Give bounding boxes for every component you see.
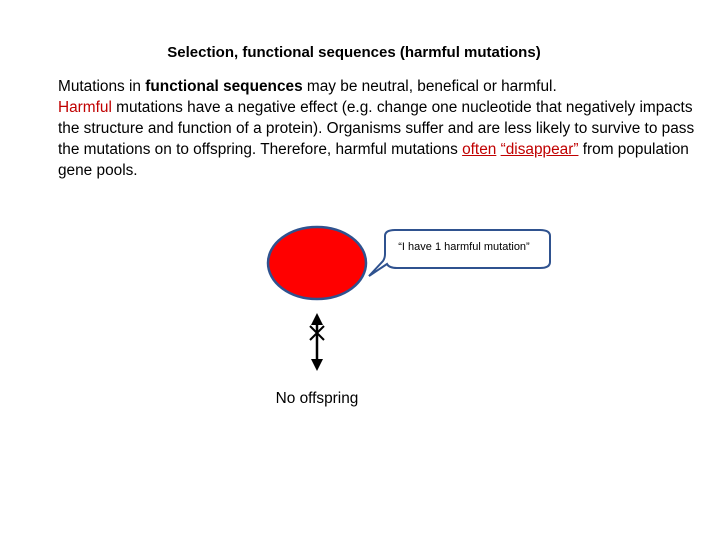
- disappear-term: “disappear”: [500, 141, 579, 158]
- organism-cell: [268, 227, 366, 299]
- speech-bubble: [369, 230, 550, 276]
- text-part: from population gene pools.: [58, 141, 689, 179]
- functional-sequences-term: functional sequences: [145, 78, 303, 95]
- arrow-head-down: [311, 359, 323, 371]
- no-offspring-label: No offspring: [275, 390, 359, 407]
- text-part: Mutations in: [58, 78, 146, 95]
- arrow-head-up: [311, 313, 323, 325]
- text-part: mutations have a negative effect (e.g. change one nucleotide that negatively impacts the structure and function of a protein). Organisms suffer and are less likely to survive to pass the mutations on to offspring. Therefore, harmful mutations: [58, 99, 695, 158]
- often-term: often: [462, 141, 497, 158]
- harmful-term: Harmful: [58, 99, 112, 116]
- slide-title: Selection, functional sequences (harmful mutations): [167, 44, 541, 61]
- speech-bubble-text: “I have 1 harmful mutation”: [398, 241, 530, 253]
- text-part: may be neutral, benefical or harmful.: [302, 78, 557, 95]
